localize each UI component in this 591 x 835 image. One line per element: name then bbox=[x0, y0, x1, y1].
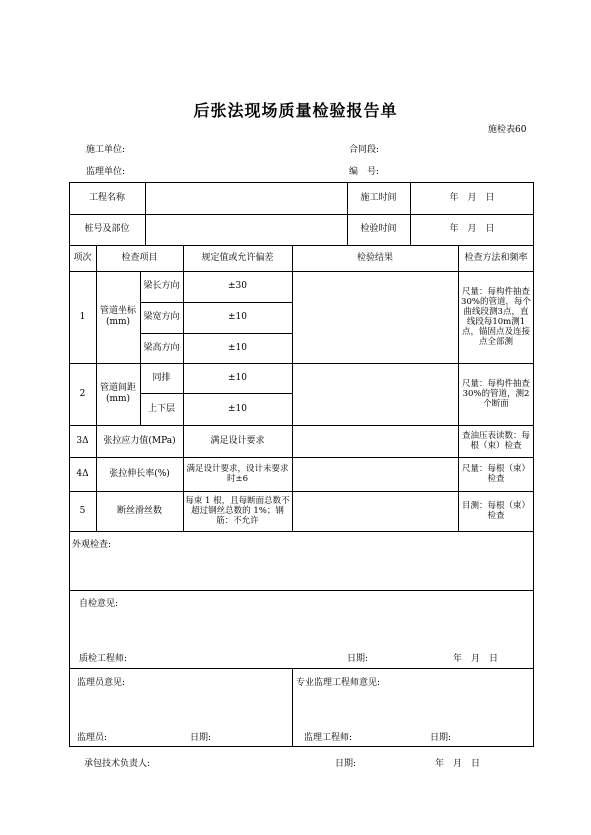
inspection-date: 年 月 日 bbox=[449, 224, 495, 234]
row4-method: 尺量：每根（束）检查 bbox=[461, 464, 530, 484]
supervisor-opinion-label: 监理员意见: bbox=[77, 678, 126, 688]
qc-engineer-label: 质检工程师: bbox=[79, 654, 128, 664]
row4-item: 张拉伸长率(%) bbox=[109, 468, 170, 479]
row1-sub1-name: 梁长方向 bbox=[143, 281, 180, 291]
row4-spec: 满足设计要求，设计未要求时±6 bbox=[186, 464, 289, 484]
self-check-label: 自检意见: bbox=[79, 599, 119, 609]
construction-date: 年 月 日 bbox=[449, 192, 495, 203]
row1-method: 尺量：每构件抽查30%的管道，每个曲线段测3点，直线段每10m测1点，锚固点及连接点全部测 bbox=[461, 287, 531, 347]
row3-method: 查油压表读数：每根（束）检查 bbox=[461, 431, 530, 451]
appearance-label: 外观检查: bbox=[72, 540, 112, 550]
row2-sub2-spec: ±10 bbox=[228, 403, 247, 414]
row1-sub3-spec: ±10 bbox=[228, 342, 247, 353]
specialist-date-label: 日期: bbox=[430, 733, 452, 743]
row2-sub2-name: 上下层 bbox=[147, 403, 175, 414]
supervising-engineer-label: 监理工程师: bbox=[304, 733, 353, 743]
row2-no: 2 bbox=[79, 388, 86, 399]
supervision-unit-label: 监理单位: bbox=[86, 167, 126, 177]
contract-section-label: 合同段: bbox=[349, 145, 380, 155]
row3-item: 张拉应力值(MPa) bbox=[103, 435, 176, 446]
construction-time-label: 施工时间 bbox=[360, 192, 397, 203]
supervisor-label: 监理员: bbox=[77, 733, 108, 743]
self-check-date: 年 月 日 bbox=[453, 654, 499, 664]
row5-item: 断丝滑丝数 bbox=[116, 505, 162, 516]
tech-lead-label: 承包技术负责人: bbox=[84, 759, 151, 769]
inspection-time-label: 检验时间 bbox=[360, 224, 397, 234]
col-item: 检查项目 bbox=[121, 252, 158, 263]
row5-method: 目测：每根（束）检查 bbox=[461, 501, 530, 521]
row3-no: 3Δ bbox=[76, 435, 89, 446]
footer-date: 年 月 日 bbox=[435, 759, 481, 769]
col-spec: 规定值或允许偏差 bbox=[201, 252, 274, 263]
contractor-unit-label: 施工单位: bbox=[86, 145, 126, 155]
project-name-label: 工程名称 bbox=[88, 192, 125, 203]
col-item-no: 项次 bbox=[73, 252, 92, 263]
row2-sub1-spec: ±10 bbox=[228, 372, 247, 383]
col-result: 检验结果 bbox=[356, 252, 393, 263]
row2-sub1-name: 同排 bbox=[152, 372, 171, 383]
pile-part-label: 桩号及部位 bbox=[84, 224, 130, 234]
row3-spec: 满足设计要求 bbox=[210, 435, 265, 446]
row1-sub3-name: 梁高方向 bbox=[143, 342, 180, 353]
row5-no: 5 bbox=[79, 505, 86, 516]
row2-method: 尺量：每构件抽查30%的管道，测2个断面 bbox=[461, 379, 530, 409]
number-label: 编 号: bbox=[349, 167, 380, 177]
self-check-date-label: 日期: bbox=[347, 654, 369, 664]
row2-item: 管道间距 (mm) bbox=[99, 383, 136, 404]
row1-item: 管道坐标 (mm) bbox=[99, 306, 136, 327]
row1-sub1-spec: ±30 bbox=[228, 281, 247, 291]
row1-sub2-name: 梁宽方向 bbox=[143, 312, 180, 322]
page-title: 后张法现场质量检验报告单 bbox=[193, 101, 398, 120]
row4-no: 4Δ bbox=[76, 468, 89, 479]
supervisor-date-label: 日期: bbox=[190, 733, 212, 743]
row5-spec: 每束 1 根，且每断面总数不超过钢丝总数的 1%；钢筋：不允许 bbox=[185, 496, 290, 526]
row1-no: 1 bbox=[79, 311, 86, 322]
row1-sub2-spec: ±10 bbox=[228, 312, 247, 322]
col-method: 检查方法和频率 bbox=[464, 252, 528, 263]
specialist-opinion-label: 专业监理工程师意见: bbox=[296, 678, 381, 688]
form-number: 施检表60 bbox=[488, 125, 527, 135]
footer-date-label: 日期: bbox=[335, 759, 357, 769]
